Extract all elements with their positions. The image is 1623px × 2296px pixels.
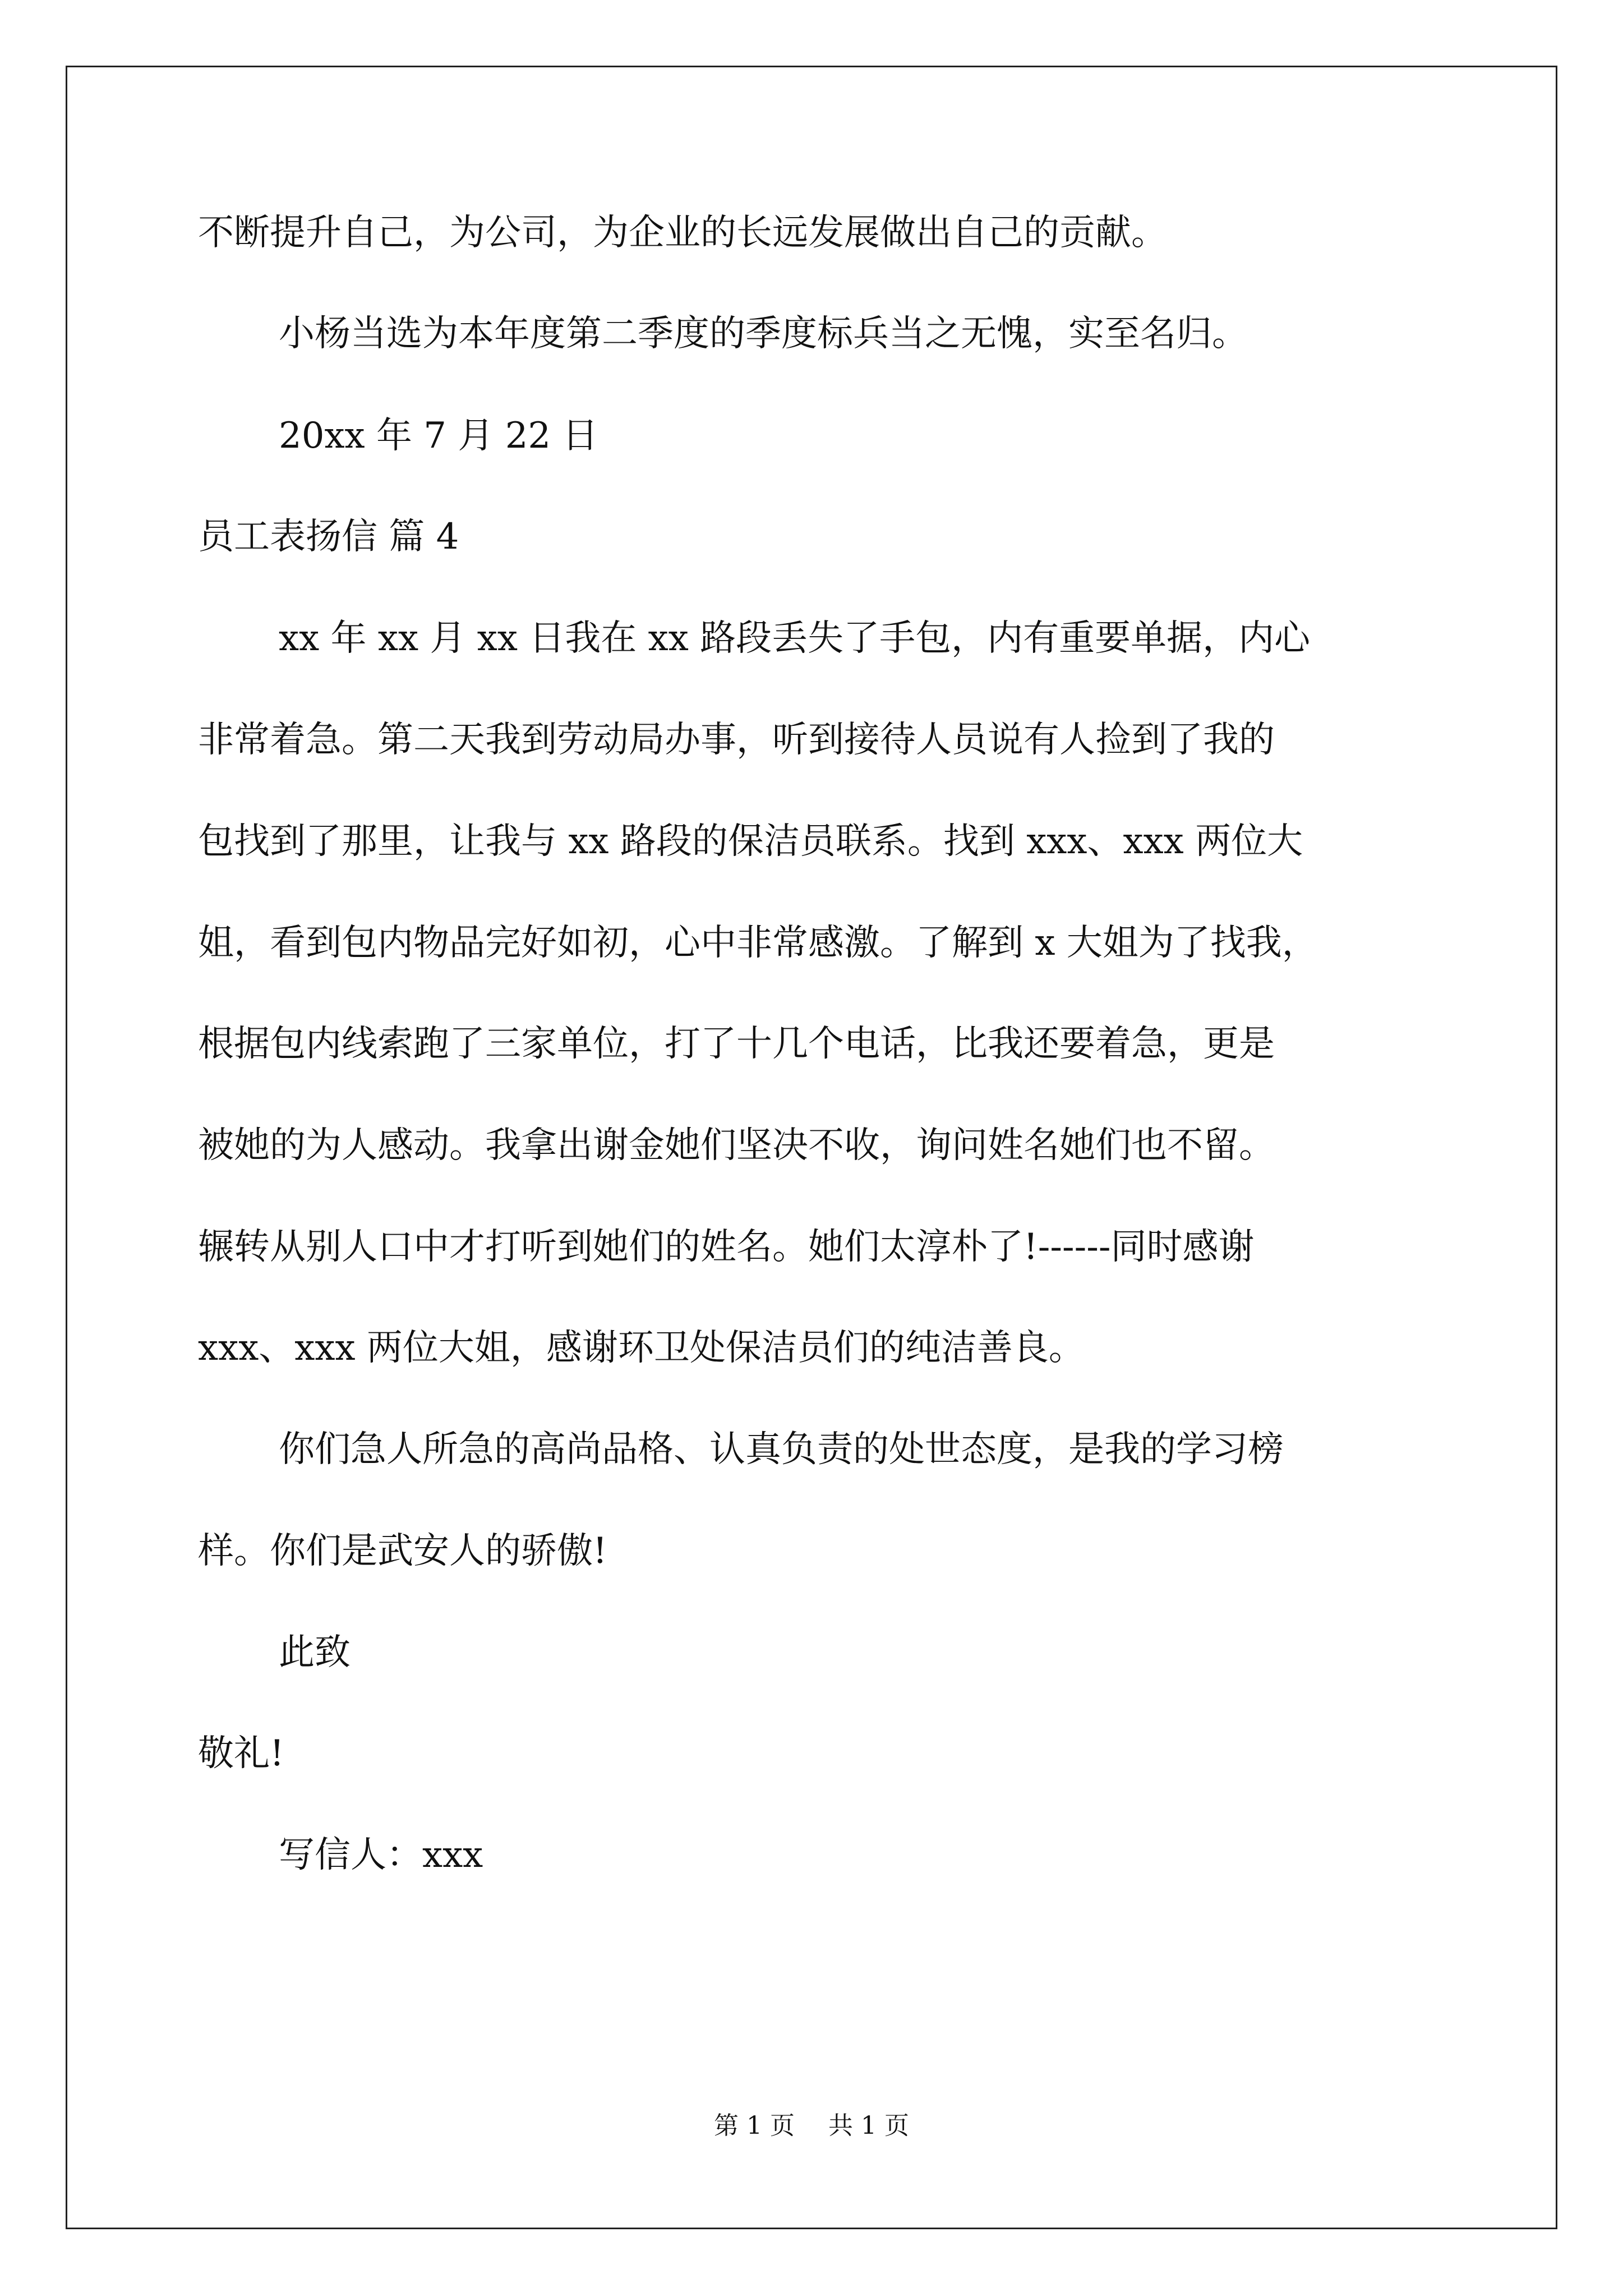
text-line: 包找到了那里，让我与 xx 路段的保洁员联系。找到 xxx、xxx 两位大 [198,821,1303,862]
text-line: 你们急人所急的高尚品格、认真负责的处世态度，是我的学习榜 [279,1429,1284,1470]
text-line: 辗转从别人口中才打听到她们的姓名。她们太淳朴了!------同时感谢 [198,1226,1255,1268]
date-line: 20xx 年 7 月 22 日 [279,415,598,457]
page-total: 共 1 页 [828,2111,909,2140]
text-line: 非常着急。第二天我到劳动局办事，听到接待人员说有人捡到了我的 [198,719,1275,761]
page-number: 第 1 页 [714,2111,795,2140]
salutation-line: 敬礼! [198,1733,284,1774]
text-line: 不断提升自己，为公司，为企业的长远发展做出自己的贡献。 [198,212,1167,254]
page-footer [0,2109,1623,2143]
text-line: 姐，看到包内物品完好如初，心中非常感激。了解到 x 大姐为了找我， [198,922,1318,964]
text-line: 被她的为人感动。我拿出谢金她们坚决不收，询问姓名她们也不留。 [198,1125,1275,1166]
text-line: 样。你们是武安人的骄傲! [198,1530,607,1572]
text-line: xx 年 xx 月 xx 日我在 xx 路段丢失了手包，内有重要单据，内心 [279,618,1311,659]
text-line: xxx、xxx 两位大姐，感谢环卫处保洁员们的纯洁善良。 [198,1327,1085,1369]
section-heading: 员工表扬信 篇 4 [198,516,459,558]
closing-line: 此致 [279,1632,351,1673]
text-line: 根据包内线索跑了三家单位，打了十几个电话，比我还要着急，更是 [198,1023,1275,1065]
signature-line: 写信人：xxx [279,1834,483,1876]
text-line: 小杨当选为本年度第二季度的季度标兵当之无愧，实至名归。 [279,313,1248,355]
